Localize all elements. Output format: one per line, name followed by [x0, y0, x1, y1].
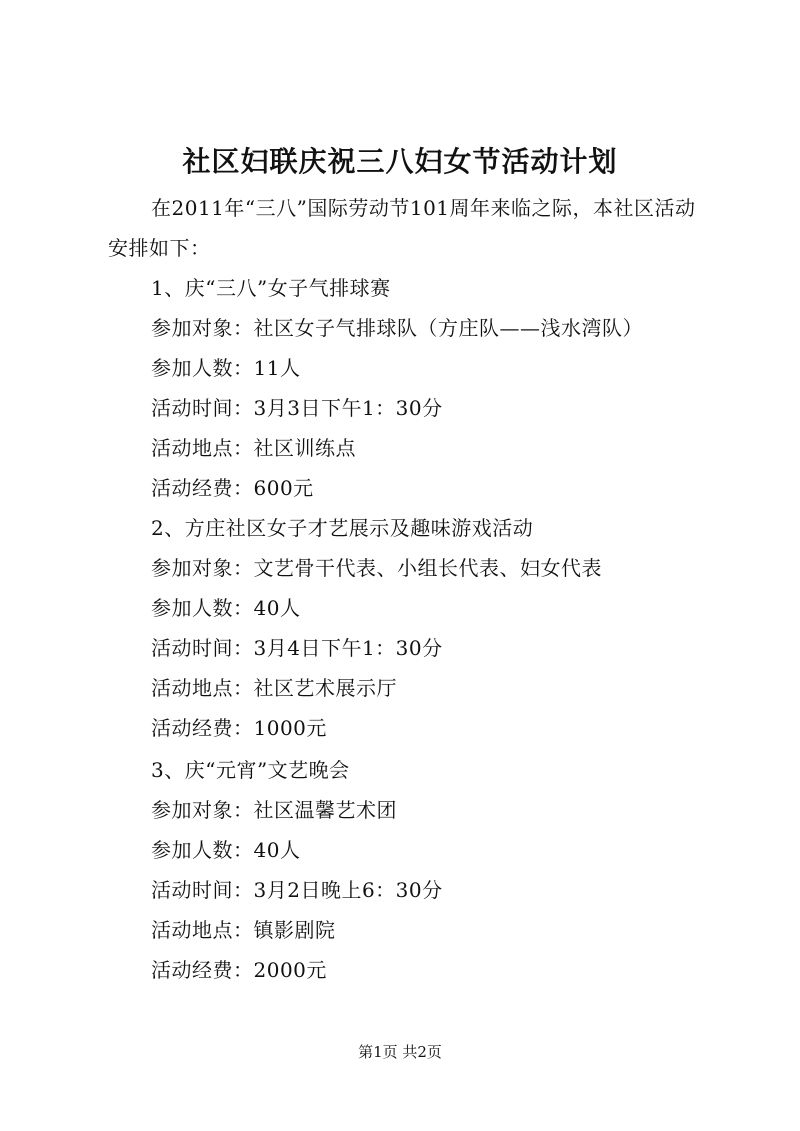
detail-line: 参加对象：社区女子气排球队（方庄队——浅水湾队）	[151, 316, 643, 340]
detail-line: 活动经费：1000元	[151, 716, 327, 740]
section-heading: 1、庆“三八”女子气排球赛	[151, 276, 391, 300]
detail-line: 参加对象：社区温馨艺术团	[151, 798, 397, 822]
section-heading: 3、庆“元宵”文艺晚会	[151, 758, 350, 782]
detail-line: 参加人数：11人	[151, 356, 301, 380]
page-footer: 第1页 共2页	[358, 1043, 442, 1061]
detail-line: 活动时间：3月3日下午1：30分	[151, 396, 443, 420]
detail-line: 活动地点：社区艺术展示厅	[151, 676, 397, 700]
page-title: 社区妇联庆祝三八妇女节活动计划	[182, 145, 618, 178]
detail-line: 活动时间：3月2日晚上6：30分	[151, 878, 443, 902]
detail-line: 参加对象：文艺骨干代表、小组长代表、妇女代表	[151, 556, 602, 580]
detail-line: 活动地点：镇影剧院	[151, 918, 336, 942]
detail-line: 参加人数：40人	[151, 838, 301, 862]
detail-line: 参加人数：40人	[151, 596, 301, 620]
detail-line: 活动时间：3月4日下午1：30分	[151, 636, 443, 660]
detail-line: 活动地点：社区训练点	[151, 436, 356, 460]
intro-paragraph: 在2011年“三八”国际劳动节101周年来临之际，本社区活动安排如下：	[108, 196, 696, 260]
detail-line: 活动经费：2000元	[151, 958, 327, 982]
section-heading: 2、方庄社区女子才艺展示及趣味游戏活动	[151, 516, 534, 540]
detail-line: 活动经费：600元	[151, 476, 314, 500]
